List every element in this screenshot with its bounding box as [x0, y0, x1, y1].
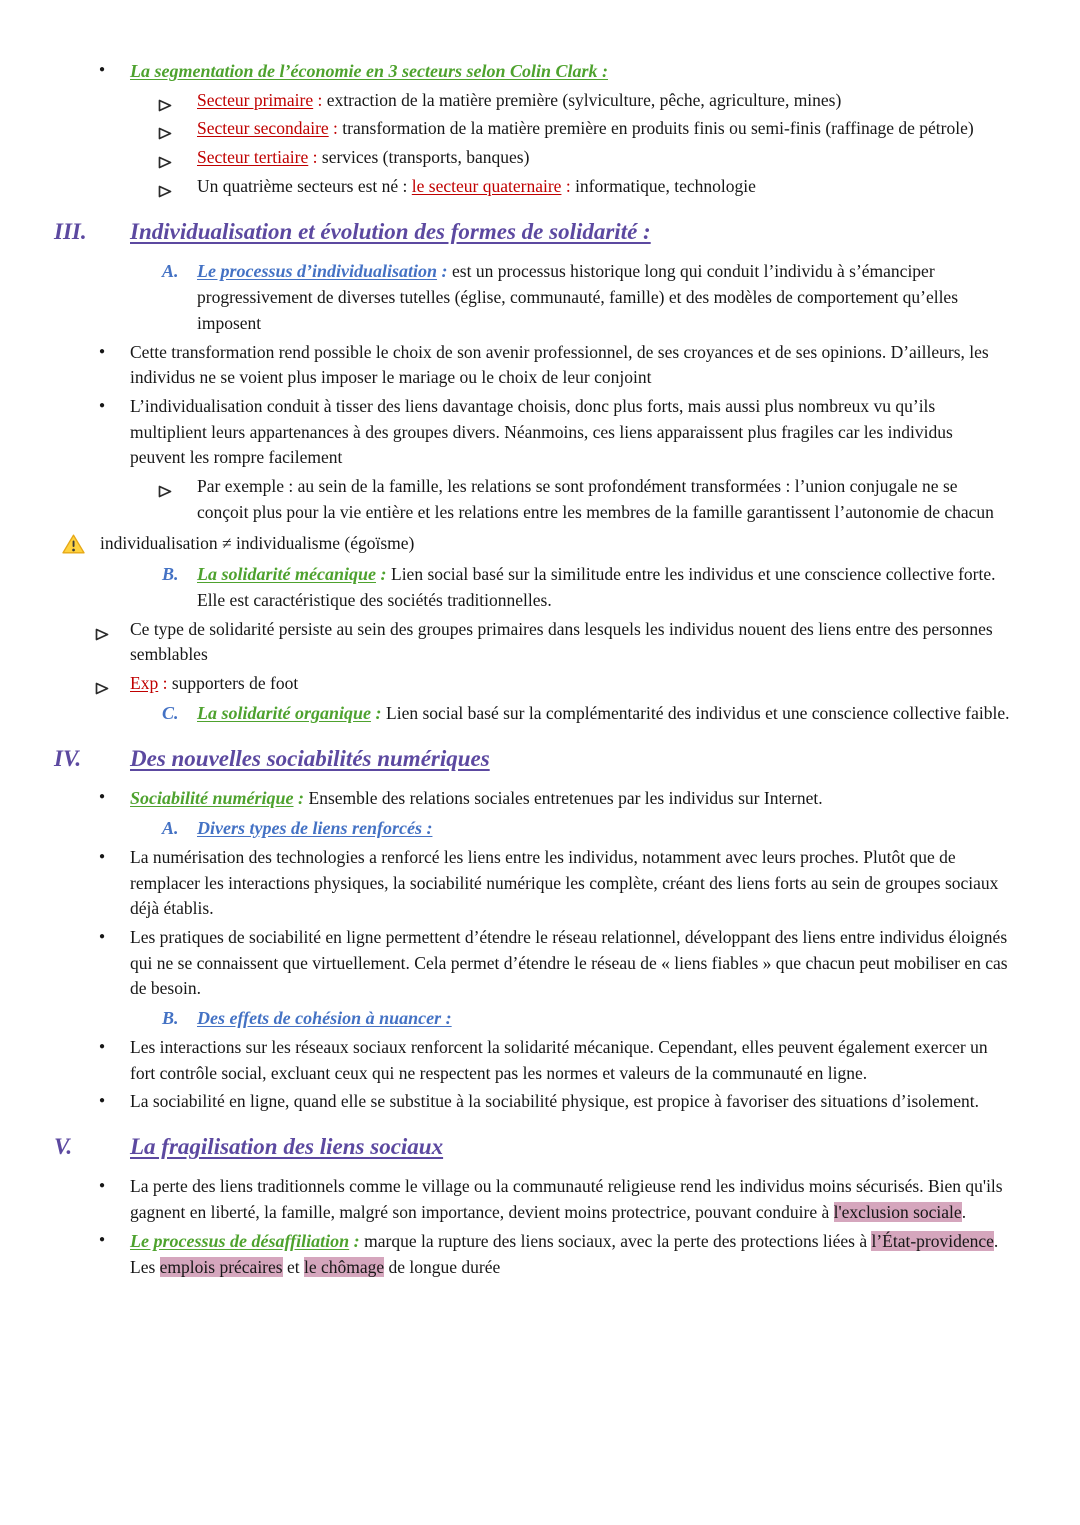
text-content: [197, 118, 974, 138]
text-segment: de longue durée: [384, 1256, 501, 1277]
term-red-colon: :: [313, 89, 327, 110]
term-blue: Des effets de cohésion à nuancer :: [197, 1008, 452, 1029]
bullet-item: [0, 1035, 1080, 1086]
sub-heading: [0, 815, 1080, 842]
text-content: [197, 90, 841, 110]
highlighted-text: emplois précaires: [159, 1256, 283, 1277]
sub-heading-letter: C.: [162, 702, 179, 723]
arrow-icon: [158, 480, 172, 506]
term-blue: Divers types de liens renforcés :: [197, 818, 433, 839]
term-green-colon: :: [349, 1231, 365, 1252]
text-content: [130, 342, 989, 388]
arrow-item: [0, 617, 1080, 668]
bullet-icon: ●: [99, 345, 106, 357]
term-green-colon: :: [293, 788, 309, 809]
bullet-icon: ●: [99, 1095, 106, 1107]
text-content: [197, 176, 756, 196]
text-content: [197, 564, 996, 610]
term-red-colon: :: [158, 673, 172, 694]
text-content: [130, 61, 608, 81]
text-segment: Un quatrième secteurs est né :: [197, 175, 412, 196]
section-numeral: III.: [54, 218, 87, 244]
term-green-colon: :: [376, 564, 391, 585]
text-content: [130, 1176, 1003, 1222]
text-segment: transformation de la matière première en produits finis ou semi-finis (raffinage de pétrole): [342, 118, 974, 139]
term-red: Secteur secondaire: [197, 118, 329, 139]
text-segment: Ce type de solidarité persiste au sein des groupes primaires dans lesquels les individus nouent des liens entre des personnes semblables: [130, 618, 993, 665]
arrow-icon: [158, 180, 172, 206]
text-content: [130, 847, 998, 918]
term-blue-colon: :: [437, 261, 453, 282]
term-blue: Le processus d’individualisation: [197, 261, 438, 282]
section-title-text: Individualisation et évolution des formes de solidarité :: [130, 218, 651, 244]
term-green: La solidarité mécanique: [197, 564, 376, 585]
text-segment: L’individualisation conduit à tisser des liens davantage choisis, donc plus forts, mais aussi plus nombreux vu qu’ils multiplient leurs appartenances à des groupes divers. Néanmoins, ces liens apparaissent plus fragiles car les individus peuvent les rompre facilement: [130, 395, 953, 468]
section-numeral: V.: [54, 1134, 73, 1160]
bullet-icon: ●: [99, 1179, 106, 1191]
arrow-item: [0, 671, 1080, 697]
text-segment: Lien social basé sur la complémentarité des individus et une conscience collective faible.: [386, 702, 1010, 723]
text-segment: informatique, technologie: [575, 175, 756, 196]
term-green: Le processus de désaffiliation: [130, 1231, 350, 1252]
term-red: Secteur tertiaire: [197, 147, 309, 168]
highlighted-text: l’État-providence: [871, 1231, 994, 1252]
warning-note: [0, 531, 1080, 557]
term-red: le secteur quaternaire: [411, 175, 562, 196]
text-segment: Les pratiques de sociabilité en ligne permettent d’étendre le réseau relationnel, développant des liens entre individus éloignés qui ne se connaissent que virtuellement. Cela permet d’étendre le réseau de « liens fiables » que chacun peut mobiliser en cas de besoin.: [130, 927, 1008, 999]
arrow-item: [0, 474, 1080, 525]
arrow-item: [0, 145, 1080, 171]
text-content: [130, 1231, 998, 1277]
term-red: Secteur primaire: [197, 89, 314, 110]
term-green: La segmentation de l’économie en 3 secteurs selon Colin Clark :: [130, 61, 608, 81]
text-segment: extraction de la matière première (sylviculture, pêche, agriculture, mines): [326, 89, 842, 110]
arrow-icon: [95, 623, 109, 649]
bullet-icon: ●: [99, 1234, 106, 1246]
arrow-item: [0, 116, 1080, 142]
bullet-icon: ●: [99, 399, 106, 411]
sub-heading-letter: B.: [162, 564, 179, 585]
term-red-colon: :: [328, 118, 343, 139]
term-green-colon: :: [371, 702, 387, 723]
arrow-item: [0, 88, 1080, 114]
bullet-icon: ●: [99, 64, 106, 75]
term-red-colon: :: [308, 147, 322, 168]
section-title: [130, 219, 651, 244]
text-content: [130, 396, 953, 467]
text-segment: individualisation ≠ individualisme (égoïsme): [100, 532, 415, 553]
arrow-item: [0, 174, 1080, 200]
text-segment: . Les: [130, 1231, 999, 1277]
text-segment: Les interactions sur les réseaux sociaux renforcent la solidarité mécanique. Cependant, elles peuvent également exercer un fort contrôle social, excluant ceux qui ne respectent pas les normes et valeurs de la communauté en ligne.: [130, 1036, 988, 1083]
bullet-icon: ●: [99, 850, 106, 862]
sub-heading-letter: B.: [162, 1008, 179, 1029]
highlighted-text: l'exclusion sociale: [833, 1201, 962, 1222]
sub-heading-letter: A.: [162, 818, 179, 839]
section-title-text: La fragilisation des liens sociaux: [130, 1134, 444, 1160]
bullet-item: [0, 1089, 1080, 1115]
text-content: [197, 818, 432, 838]
text-content: [197, 1008, 452, 1028]
text-segment: .: [961, 1201, 967, 1222]
term-green: La solidarité organique: [197, 702, 372, 723]
text-content: [130, 1091, 979, 1111]
highlighted-text: le chômage: [303, 1256, 385, 1277]
text-content: [197, 476, 994, 522]
text-content: [130, 927, 1008, 998]
term-red: Exp: [130, 673, 159, 694]
section-title-text: Des nouvelles sociabilités numériques: [130, 745, 490, 771]
text-segment: est un processus historique long qui conduit l’individu à s’émanciper progressivement de diverses tutelles (église, communauté, famille) et des modèles de comportement qu’elles imposent: [197, 261, 959, 333]
term-red-colon: :: [561, 175, 576, 196]
sub-heading-letter: A.: [162, 261, 179, 282]
bullet-item: [0, 925, 1080, 1002]
sub-heading: [0, 561, 1080, 613]
text-segment: Ensemble des relations sociales entretenues par les individus sur Internet.: [308, 788, 823, 809]
bullet-item: [0, 340, 1080, 391]
text-segment: Lien social basé sur la similitude entre les individus et une conscience collective forte. Elle est caractéristique des sociétés traditionnelles.: [197, 564, 996, 611]
bullet-icon: ●: [99, 931, 106, 942]
sub-heading: [0, 1005, 1080, 1032]
section-heading: [0, 1130, 1080, 1164]
text-segment: La sociabilité en ligne, quand elle se substitue à la sociabilité physique, est propice à favoriser des situations d’isolement.: [130, 1091, 980, 1112]
text-segment: Cette transformation rend possible le choix de son avenir professionnel, de ses croyances et de ses opinions. D’ailleurs, les individus ne se voient plus imposer le mariage ou le choix de leur conjoint: [130, 341, 989, 388]
text-content: [197, 703, 1009, 723]
section-title: [130, 746, 490, 771]
bullet-item: [0, 394, 1080, 471]
text-segment: La perte des liens traditionnels comme le village ou la communauté religieuse rend les individus moins sécurisés. Bien qu'ils gagnent en liberté, la famille, malgré son importance, devient moins protectrice, pouvant conduire à: [130, 1175, 1003, 1222]
text-content: [197, 261, 958, 332]
text-content: [197, 147, 529, 167]
bullet-item: [0, 1174, 1080, 1225]
text-content: [130, 619, 993, 665]
text-segment: supporters de foot: [171, 673, 299, 694]
sub-heading: [0, 258, 1080, 336]
text-content: [100, 533, 414, 553]
section-title: [130, 1134, 443, 1159]
text-segment: services (transports, banques): [321, 147, 530, 168]
section-heading: [0, 215, 1080, 249]
document-body: [0, 58, 1080, 1281]
bullet-icon: ●: [99, 791, 106, 803]
bullet-item: [0, 1228, 1080, 1280]
bullet-item: [0, 785, 1080, 812]
bullet-item: [0, 58, 1080, 85]
text-segment: Par exemple : au sein de la famille, les relations se sont profondément transformées : l’union conjugale ne se conçoit plus pour la vie entière et les relations entre les membres de la famille garantissent l’autonomie de chacun: [197, 476, 994, 522]
section-heading: [0, 742, 1080, 776]
text-content: [130, 1037, 988, 1083]
sub-heading: [0, 700, 1080, 727]
text-segment: La numérisation des technologies a renforcé les liens entre les individus, notamment avec leurs proches. Plutôt que de remplacer les interactions physiques, la sociabilité numérique les complète, créant des liens forts au sein de groupes sociaux déjà établis.: [130, 846, 999, 919]
bullet-icon: ●: [99, 1040, 106, 1052]
bullet-item: [0, 845, 1080, 922]
text-content: [130, 788, 823, 808]
term-green: Sociabilité numérique: [130, 788, 294, 809]
warning-icon: [62, 534, 85, 562]
section-numeral: IV.: [54, 745, 82, 771]
text-segment: et: [282, 1256, 304, 1277]
text-segment: marque la rupture des liens sociaux, avec la perte des protections liées à: [364, 1231, 872, 1252]
text-content: [130, 673, 298, 693]
